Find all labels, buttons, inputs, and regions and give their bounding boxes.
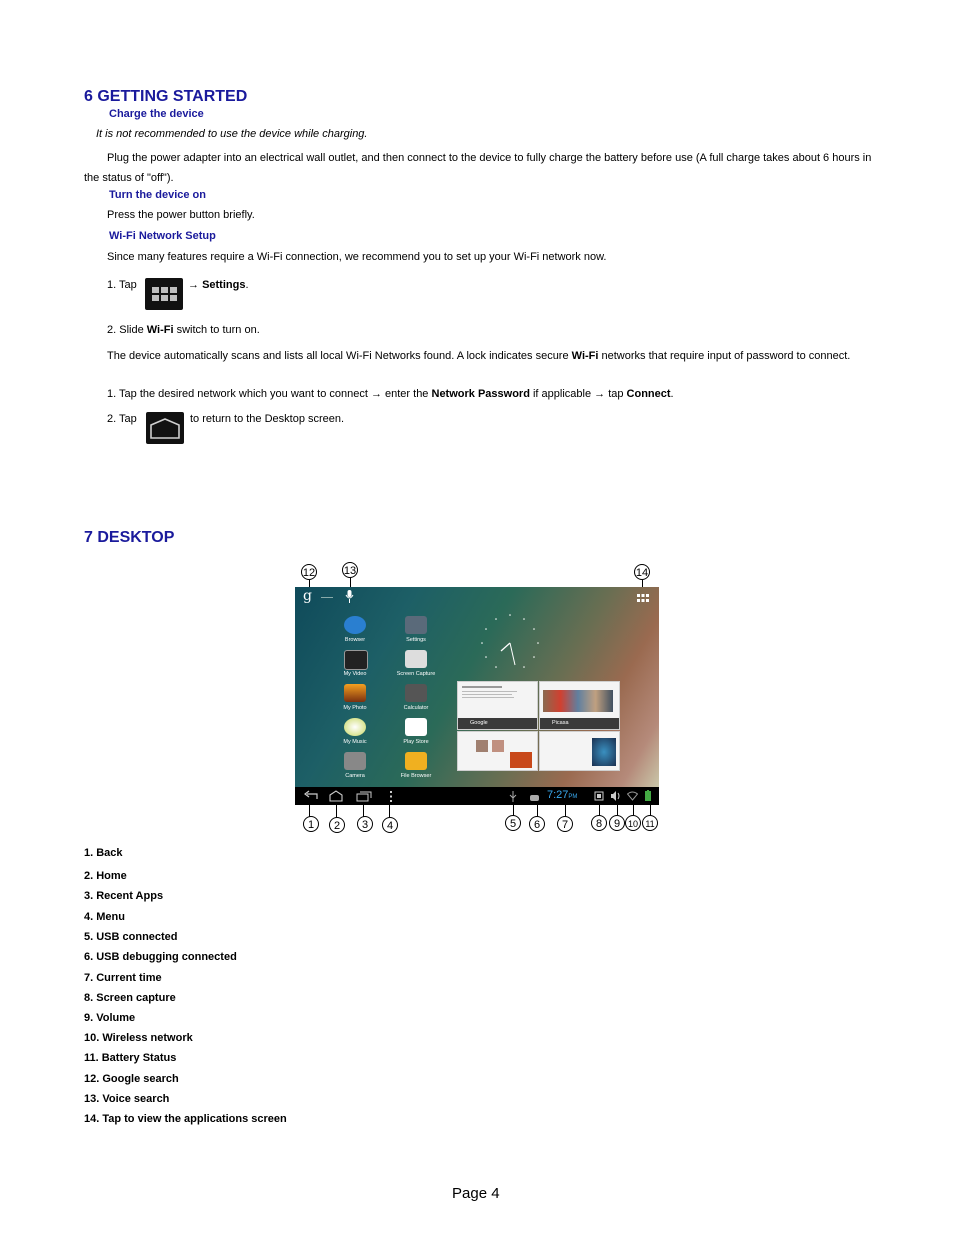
app-label: Browser xyxy=(344,637,366,643)
callout-13: 13 xyxy=(342,562,358,578)
camera-icon[interactable] xyxy=(344,752,366,770)
callout-10: 10 xyxy=(625,815,641,831)
callout-12: 12 xyxy=(301,564,317,580)
clock-time: 7:27PM xyxy=(547,789,578,801)
charge-text: Plug the power adapter into an electrical wall outlet, and then connect to the device to fully charge the battery before use (A full charge takes about 6 hours in the status of "off"). xyxy=(84,152,872,184)
google-search-icon[interactable]: g xyxy=(303,588,312,604)
thumb-label: Picasa xyxy=(540,718,619,729)
play-store-icon[interactable] xyxy=(405,718,427,736)
app-label: My Music xyxy=(343,739,367,745)
home-nav-icon[interactable] xyxy=(328,790,344,805)
section-7-heading: 7 DESKTOP xyxy=(84,529,175,546)
usb-debugging-icon xyxy=(529,792,540,804)
legend-item: 8. Screen capture xyxy=(84,992,176,1004)
page-number: Page 4 xyxy=(452,1185,500,1202)
calculator-icon[interactable] xyxy=(405,684,427,702)
wifi-icon xyxy=(627,791,638,804)
turn-on-text: Press the power button briefly. xyxy=(107,209,255,221)
callout-9: 9 xyxy=(609,815,625,831)
legend-item: 3. Recent Apps xyxy=(84,890,164,902)
legend-item: 5. USB connected xyxy=(84,931,178,943)
screen-capture-status-icon[interactable] xyxy=(594,791,604,804)
app-label: My Photo xyxy=(343,705,367,711)
recent-thumb-3[interactable] xyxy=(457,731,538,771)
home-icon xyxy=(146,412,184,444)
legend-item: 12. Google search xyxy=(84,1073,179,1085)
back-icon[interactable] xyxy=(303,790,319,805)
legend-item: 10. Wireless network xyxy=(84,1032,193,1044)
screen-capture-icon[interactable] xyxy=(405,650,427,668)
recent-thumb-google[interactable] xyxy=(457,681,538,730)
section-6-heading: 6 GETTING STARTED xyxy=(84,88,248,105)
step1-settings: Settings xyxy=(202,279,246,291)
music-icon[interactable] xyxy=(344,718,366,736)
usb-icon xyxy=(509,791,517,805)
apps-grid-icon xyxy=(145,278,183,310)
legend-item: 2. Home xyxy=(84,870,127,882)
apps-launcher-icon[interactable] xyxy=(637,593,649,605)
callout-3: 3 xyxy=(357,816,373,832)
callout-6: 6 xyxy=(529,816,545,832)
legend-item: 9. Volume xyxy=(84,1012,136,1024)
wifi-heading: Wi-Fi Network Setup xyxy=(109,230,216,242)
legend-item: 14. Tap to view the applications screen xyxy=(84,1113,287,1125)
legend-item: 4. Menu xyxy=(84,911,125,923)
recent-thumb-picasa[interactable] xyxy=(539,681,620,730)
folder-icon[interactable] xyxy=(405,752,427,770)
recent-apps-icon[interactable] xyxy=(356,790,372,805)
voice-search-icon[interactable] xyxy=(345,590,354,606)
legend-item: 1. Back xyxy=(84,847,123,859)
app-label: My Video xyxy=(343,671,367,677)
app-label: File Browser xyxy=(400,773,432,779)
return-prefix: 2. Tap xyxy=(107,413,137,425)
callout-7: 7 xyxy=(557,816,573,832)
callout-4: 4 xyxy=(382,817,398,833)
battery-icon xyxy=(645,790,651,804)
legend-item: 6. USB debugging connected xyxy=(84,951,237,963)
app-label: Camera xyxy=(345,773,365,779)
scan-text: The device automatically scans and lists all local Wi-Fi Networks found. A lock indicates secure Wi-Fi networks that require input of password to connect. xyxy=(107,350,851,362)
menu-icon[interactable] xyxy=(389,791,393,805)
app-label: Settings xyxy=(406,637,426,643)
step1-suffix: . xyxy=(245,279,249,291)
charge-heading: Charge the device xyxy=(109,108,204,120)
browser-icon[interactable] xyxy=(344,616,366,634)
callout-11: 11 xyxy=(642,815,658,831)
legend-item: 11. Battery Status xyxy=(84,1052,177,1064)
volume-icon[interactable] xyxy=(610,791,621,804)
callout-1: 1 xyxy=(303,816,319,832)
step2-suffix: switch to turn on. xyxy=(176,324,260,336)
callout-2: 2 xyxy=(329,817,345,833)
callout-14: 14 xyxy=(634,564,650,580)
callout-8: 8 xyxy=(591,815,607,831)
turn-on-heading: Turn the device on xyxy=(109,189,206,201)
legend-item: 13. Voice search xyxy=(84,1093,170,1105)
app-label: Screen Capture xyxy=(396,671,436,677)
recent-thumb-4[interactable] xyxy=(539,731,620,771)
thumb-label: Google xyxy=(458,718,537,729)
video-icon[interactable] xyxy=(344,650,368,670)
analog-clock xyxy=(475,609,545,682)
legend-item: 7. Current time xyxy=(84,972,162,984)
wifi-intro: Since many features require a Wi-Fi connection, we recommend you to set up your Wi-Fi network now. xyxy=(107,251,607,263)
step2-wifi: Wi-Fi xyxy=(146,324,174,336)
settings-icon[interactable] xyxy=(405,616,427,634)
step1-prefix: 1. Tap xyxy=(107,279,137,291)
desktop-screenshot xyxy=(295,587,659,805)
callout-5: 5 xyxy=(505,815,521,831)
app-label: Play Store xyxy=(403,739,429,745)
step1-arrow: → xyxy=(188,279,199,291)
charge-note: It is not recommended to use the device while charging. xyxy=(96,128,368,140)
connect-text: 1. Tap the desired network which you want to connect → enter the Network Password if applicable → tap Connect. xyxy=(107,388,674,400)
return-suffix: to return to the Desktop screen. xyxy=(190,413,345,425)
step2-prefix: 2. Slide xyxy=(107,324,144,336)
photo-icon[interactable] xyxy=(344,684,366,702)
app-label: Calculator xyxy=(403,705,429,711)
